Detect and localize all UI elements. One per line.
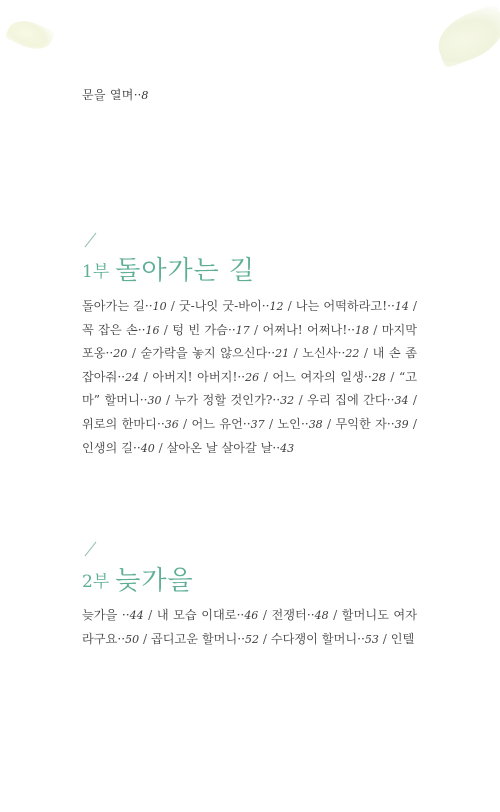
part2-heading: [82, 560, 194, 597]
part1-heading: [82, 250, 255, 287]
toc-entry-page: 21: [275, 347, 290, 361]
toc-entry-title: 인생의 길: [82, 440, 133, 455]
toc-entry-dots: ··: [156, 416, 165, 431]
preface-title: 문을 열며: [82, 88, 134, 102]
toc-entry-dots: ··: [306, 608, 315, 622]
toc-separator: /: [161, 393, 175, 408]
toc-entry-page: 28: [371, 370, 386, 384]
toc-entry-dots: ··: [347, 322, 355, 337]
toc-entry-page: 48: [314, 609, 329, 622]
toc-entry-title: 전쟁터: [271, 608, 307, 622]
toc-entry: [157, 608, 258, 622]
toc-entry-page: 44: [129, 609, 144, 622]
toc-entry: [302, 346, 359, 360]
toc-entry-dots: ··: [357, 631, 365, 646]
toc-entry: [82, 323, 159, 337]
toc-separator: /: [139, 631, 151, 646]
toc-entry-page: 24: [125, 370, 140, 384]
toc-entry-dots: ··: [267, 346, 276, 361]
toc-separator: /: [408, 416, 418, 431]
toc-separator: /: [258, 631, 271, 646]
toc-separator: /: [322, 416, 336, 431]
toc-entry: [391, 632, 415, 646]
toc-entry-dots: ··: [387, 299, 395, 313]
toc-entry-title: 무익한 자: [335, 416, 387, 431]
toc-entry: [82, 441, 155, 455]
toc-entry: [262, 323, 369, 337]
toc-entry-title: 굿-나잇 굿-바이: [178, 299, 262, 313]
toc-entry-title: “고마” 할머니: [82, 369, 417, 408]
part1-accent-mark: [85, 233, 97, 248]
toc-separator: /: [139, 369, 153, 384]
part2-number: 2부: [82, 572, 110, 592]
toc-entry-title: 꼭 잡은 손: [82, 322, 138, 337]
toc-entry-page: 17: [235, 323, 250, 337]
toc-separator: /: [258, 608, 272, 622]
toc-separator: /: [328, 608, 342, 622]
preface-dots: ··: [133, 88, 142, 102]
toc-separator: /: [368, 322, 382, 337]
toc-entry-title: 아버지! 아버지!: [152, 369, 238, 384]
toc-separator: /: [385, 369, 399, 384]
toc-entry-page: 38: [308, 417, 323, 431]
toc-entry: [191, 417, 264, 431]
toc-entry-dots: ··: [363, 369, 372, 384]
toc-entry: [167, 441, 295, 455]
preface-page: 8: [141, 89, 149, 102]
toc-entry-title: 위로의 한마디: [82, 416, 157, 431]
toc-entry: [296, 299, 409, 313]
toc-entry-title: 할머니도 여자라구요: [82, 608, 417, 646]
toc-separator: /: [249, 322, 263, 337]
toc-entry-dots: ··: [236, 608, 245, 622]
toc-entry-dots: ··: [237, 369, 246, 384]
part2-toc-list: [82, 604, 417, 651]
toc-entry: [82, 299, 167, 313]
toc-entry: [272, 608, 329, 622]
preface-entry: [82, 86, 149, 103]
toc-entry-dots: ··: [300, 416, 309, 431]
toc-separator: /: [408, 299, 418, 313]
toc-entry-page: 53: [364, 632, 379, 646]
toc-entry-title: 살아온 날 살아갈 날: [166, 440, 273, 455]
toc-entry-title: 내 손 좀 잡아줘: [82, 346, 417, 384]
toc-entry: [82, 417, 179, 431]
toc-entry-dots: ··: [144, 299, 153, 313]
toc-entry: [151, 632, 259, 646]
toc-entry-dots: ··: [105, 346, 114, 361]
toc-separator: /: [408, 393, 418, 408]
toc-separator: /: [289, 346, 303, 361]
toc-entry-dots: ··: [132, 440, 141, 455]
toc-separator: /: [143, 608, 157, 622]
toc-entry: [152, 370, 259, 384]
leaf-decoration-left: [5, 14, 56, 56]
toc-entry-page: 12: [269, 300, 284, 313]
toc-entry-page: 40: [140, 441, 155, 455]
toc-separator: /: [378, 631, 391, 646]
toc-entry-dots: ··: [386, 393, 395, 408]
toc-entry-page: 39: [394, 417, 409, 431]
toc-entry-title: 내 모습 이대로: [156, 608, 237, 622]
toc-entry-page: 43: [280, 441, 295, 455]
toc-entry: [335, 417, 408, 431]
toc-entry-title: 수다쟁이 할머니: [270, 631, 358, 646]
toc-entry: [172, 323, 249, 337]
toc-entry: [141, 346, 290, 360]
toc-entry-title: 인텔: [390, 631, 415, 646]
toc-entry-page: 36: [164, 417, 179, 431]
toc-entry-title: 숟가락을 놓지 않으신다: [140, 346, 268, 361]
toc-entry-page: 26: [245, 370, 260, 384]
toc-separator: /: [264, 416, 278, 431]
part2-accent-mark: [85, 542, 97, 557]
toc-separator: /: [159, 322, 173, 337]
toc-separator: /: [178, 416, 192, 431]
toc-entry-page: 32: [280, 394, 295, 408]
toc-separator: /: [294, 393, 308, 408]
toc-separator: /: [259, 369, 273, 384]
toc-separator: /: [154, 440, 167, 455]
toc-entry: [307, 393, 408, 407]
toc-entry-dots: ··: [272, 440, 281, 455]
toc-entry-page: 14: [394, 300, 409, 313]
toc-entry-title: 어쩌나! 어쩌나!: [262, 322, 348, 337]
toc-entry-title: 어느 유언: [191, 416, 243, 431]
part1-number: 1부: [82, 262, 110, 282]
toc-entry-page: 37: [250, 417, 265, 431]
leaf-decoration-right: [431, 3, 500, 68]
toc-entry-page: 20: [113, 347, 128, 361]
toc-entry-dots: ··: [237, 631, 245, 646]
toc-separator: /: [283, 299, 296, 313]
toc-entry-page: 30: [147, 394, 162, 408]
toc-entry-title: 어느 여자의 일생: [272, 369, 364, 384]
toc-entry: [175, 393, 295, 407]
toc-entry-title: 노인: [277, 416, 301, 431]
toc-entry-dots: ··: [121, 608, 130, 622]
toc-entry-title: 돌아가는 길: [82, 299, 145, 313]
toc-entry-page: 52: [244, 632, 259, 646]
toc-entry: [271, 632, 379, 646]
part1-toc-list: [82, 295, 417, 460]
toc-entry-title: 노신사: [302, 346, 338, 361]
toc-entry-dots: ··: [337, 346, 346, 361]
toc-entry-title: 누가 정할 것인가?: [174, 393, 273, 408]
part2-title: 늦가을: [115, 566, 194, 596]
toc-entry-dots: ··: [137, 322, 146, 337]
toc-entry-page: 34: [394, 394, 409, 408]
toc-entry-dots: ··: [386, 416, 395, 431]
toc-entry: [272, 370, 385, 384]
toc-entry-dots: ··: [117, 631, 126, 646]
toc-entry: [277, 417, 322, 431]
toc-entry-page: 10: [152, 300, 167, 313]
toc-entry-dots: ··: [227, 322, 236, 337]
toc-entry-title: 나는 어떡하라고!: [295, 299, 388, 313]
toc-entry-title: 텅 빈 가슴: [172, 322, 228, 337]
toc-entry-dots: ··: [242, 416, 251, 431]
toc-entry-title: 곱디고운 할머니: [150, 631, 238, 646]
toc-entry-page: 50: [125, 632, 140, 646]
toc-entry-title: 마지막 포옹: [82, 322, 418, 361]
toc-entry-page: 22: [345, 347, 360, 361]
toc-entry-dots: ··: [117, 369, 126, 384]
toc-entry-title: 늦가을: [82, 608, 122, 622]
toc-entry: [179, 299, 284, 313]
toc-entry-page: 18: [354, 323, 369, 337]
toc-separator: /: [359, 346, 373, 361]
toc-entry-title: 우리 집에 간다: [307, 393, 387, 408]
toc-separator: /: [166, 299, 179, 313]
toc-entry-page: 16: [145, 323, 160, 337]
toc-entry-dots: ··: [272, 393, 281, 408]
toc-entry-dots: ··: [261, 299, 270, 313]
part1-title: 돌아가는 길: [115, 256, 256, 286]
toc-separator: /: [127, 346, 141, 361]
toc-entry: [82, 608, 144, 622]
toc-entry-page: 46: [244, 609, 259, 622]
toc-entry-dots: ··: [139, 393, 148, 408]
